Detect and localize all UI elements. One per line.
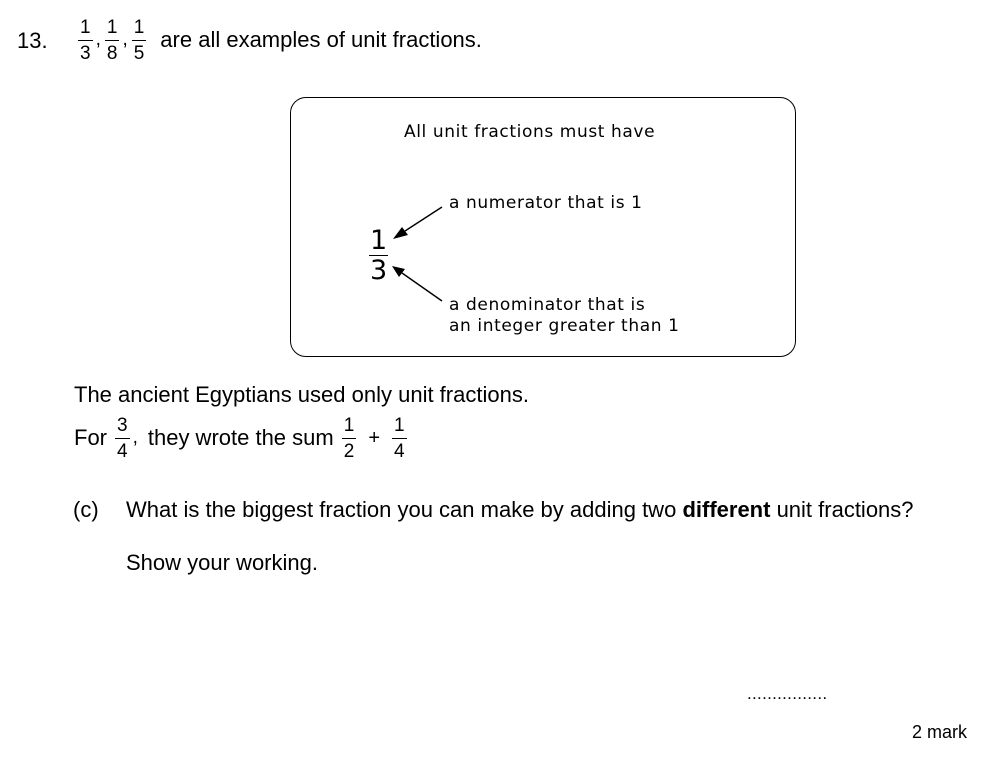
box-heading: All unit fractions must have: [404, 122, 656, 142]
answer-line[interactable]: ................: [747, 684, 828, 703]
question-number: 13.: [17, 28, 48, 53]
box-example-fraction: $\frac{1}{3}$: [370, 225, 388, 286]
intro-text: are all examples of unit fractions.: [160, 27, 482, 52]
show-working-instruction: Show your working.: [126, 550, 318, 575]
part-c-question: What is the biggest fraction you can make by adding two different unit fractions?: [126, 497, 914, 522]
denominator-arrowhead: [392, 266, 405, 277]
denominator-arrow-line: [402, 273, 442, 301]
egypt-sum-line: [74, 412, 407, 464]
numerator-note: a numerator that is 1: [449, 193, 643, 213]
comma: ,: [95, 29, 101, 50]
example-fraction: $\frac{1}{5}$: [133, 16, 145, 64]
comma: ,: [132, 427, 138, 448]
question-intro: [78, 14, 482, 66]
part-label: (c): [73, 497, 99, 522]
marks-label: 2 mark: [912, 722, 968, 742]
for-label: For: [74, 425, 107, 450]
annotation-arrows: [385, 195, 455, 310]
example-fraction: $\frac{1}{3}$: [80, 16, 91, 64]
egypt-statement: The ancient Egyptians used only unit fractions.: [74, 382, 529, 407]
denominator-note-line1: a denominator that is: [449, 295, 646, 315]
comma: ,: [122, 29, 128, 50]
denominator-note-line2: an integer greater than 1: [449, 316, 680, 336]
emphasis-different: different: [682, 497, 771, 522]
sum-term: $\frac{1}{4}$: [394, 414, 405, 462]
sum-term: $\frac{1}{2}$: [343, 414, 355, 462]
plus-sign: +: [368, 426, 380, 449]
egypt-fraction: $\frac{3}{4}$: [117, 414, 128, 462]
numerator-arrow-line: [405, 207, 442, 231]
example-fraction: $\frac{1}{8}$: [106, 16, 118, 64]
numerator-arrowhead: [393, 227, 408, 239]
sum-text: they wrote the sum: [147, 425, 334, 450]
